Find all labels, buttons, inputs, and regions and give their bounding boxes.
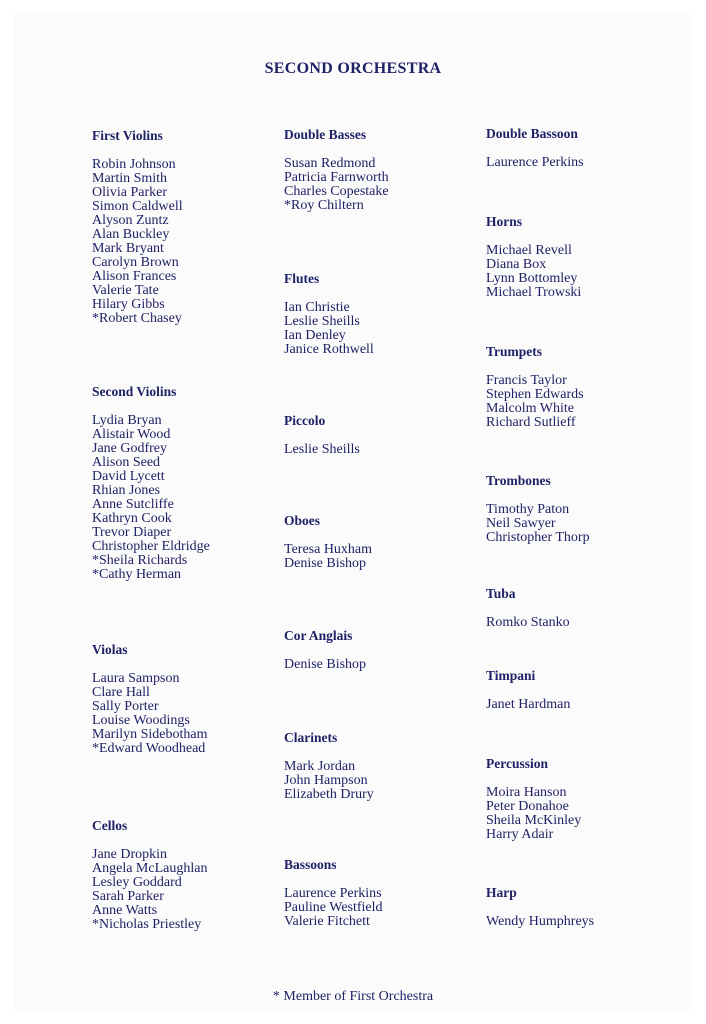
member-name: Olivia Parker <box>92 185 168 200</box>
member-list <box>486 503 590 545</box>
section-flutes <box>284 271 374 357</box>
member-name: Laurence Perkins <box>284 886 382 901</box>
member-name: *Sheila Richards <box>92 553 188 568</box>
member-name: Anne Watts <box>92 903 158 918</box>
page-title: SECOND ORCHESTRA <box>264 60 442 77</box>
member-name: Mark Bryant <box>92 241 164 256</box>
section-heading: Clarinets <box>284 730 338 745</box>
member-name: Patricia Farnworth <box>284 170 389 185</box>
member-name: Timothy Paton <box>486 502 570 517</box>
section-bassoons <box>284 857 383 929</box>
section-heading: Flutes <box>284 271 320 286</box>
section-cor-anglais <box>284 628 366 672</box>
section-heading: Double Bassoon <box>486 126 578 141</box>
member-name: Charles Copestake <box>284 184 389 199</box>
section-piccolo <box>284 413 360 457</box>
member-name: Janet Hardman <box>486 697 571 712</box>
member-name: Lydia Bryan <box>92 413 162 428</box>
member-name: Pauline Westfield <box>284 900 383 915</box>
member-name: Romko Stanko <box>486 615 570 630</box>
member-name: Michael Trowski <box>486 285 582 300</box>
member-name: *Edward Woodhead <box>92 741 206 756</box>
section-heading: Oboes <box>284 513 321 528</box>
member-name: Martin Smith <box>92 171 168 186</box>
member-name: Ian Denley <box>284 328 346 343</box>
member-name: *Robert Chasey <box>92 311 182 326</box>
member-name: Richard Sutlieff <box>486 415 576 430</box>
section-heading: First Violins <box>92 128 163 143</box>
member-name: *Nicholas Priestley <box>92 917 202 932</box>
member-name: Ian Christie <box>284 300 350 315</box>
member-name: Laurence Perkins <box>486 155 584 170</box>
section-first-violins <box>92 128 183 326</box>
section-double-basses <box>284 127 389 213</box>
member-name: Alison Frances <box>92 269 177 284</box>
member-list <box>284 443 360 457</box>
member-name: Carolyn Brown <box>92 255 179 270</box>
member-name: Sarah Parker <box>92 889 164 904</box>
section-heading: Double Basses <box>284 127 367 142</box>
member-name: Lynn Bottomley <box>486 271 578 286</box>
member-name: Susan Redmond <box>284 156 376 171</box>
section-heading: Trombones <box>486 473 551 488</box>
section-heading: Trumpets <box>486 344 542 359</box>
member-list <box>486 616 570 630</box>
member-name: John Hampson <box>284 773 368 788</box>
member-list <box>92 848 207 932</box>
member-name: Janice Rothwell <box>284 342 374 357</box>
section-second-violins <box>92 384 210 582</box>
member-name: Hilary Gibbs <box>92 297 165 312</box>
member-name: Denise Bishop <box>284 657 367 672</box>
member-name: Louise Woodings <box>92 713 190 728</box>
member-list <box>486 156 584 170</box>
member-name: Leslie Sheills <box>284 442 360 457</box>
member-name: Francis Taylor <box>486 373 567 388</box>
member-name: Clare Hall <box>92 685 150 700</box>
section-cellos <box>92 818 207 932</box>
member-list <box>486 698 570 712</box>
member-name: Laura Sampson <box>92 671 180 686</box>
footnote: * Member of First Orchestra <box>272 989 434 1004</box>
member-name: *Roy Chiltern <box>284 198 364 213</box>
section-double-bassoon <box>486 126 584 170</box>
section-oboes <box>284 513 372 571</box>
section-horns <box>486 214 581 300</box>
member-name: Simon Caldwell <box>92 199 183 214</box>
member-list <box>486 374 584 430</box>
member-name: Malcolm White <box>486 401 574 416</box>
member-name: Peter Donahoe <box>486 799 569 814</box>
member-name: Moira Hanson <box>486 785 567 800</box>
member-name: Jane Dropkin <box>92 847 168 862</box>
section-heading: Timpani <box>486 668 536 683</box>
member-name: Jane Godfrey <box>92 441 168 456</box>
member-name: *Cathy Herman <box>92 567 182 582</box>
section-timpani <box>486 668 570 712</box>
member-name: Wendy Humphreys <box>486 914 595 929</box>
member-list <box>486 244 581 300</box>
section-percussion <box>486 756 581 842</box>
member-list <box>284 301 374 357</box>
member-name: Christopher Thorp <box>486 530 590 545</box>
member-name: Teresa Huxham <box>284 542 373 557</box>
section-trombones <box>486 473 590 545</box>
member-name: Robin Johnson <box>92 157 176 172</box>
section-heading: Cellos <box>92 818 128 833</box>
section-heading: Tuba <box>486 586 516 601</box>
member-name: Harry Adair <box>486 827 554 842</box>
member-list <box>92 672 208 756</box>
member-name: Mark Jordan <box>284 759 356 774</box>
member-name: Michael Revell <box>486 243 572 258</box>
member-name: Alan Buckley <box>92 227 170 242</box>
member-name: Denise Bishop <box>284 556 367 571</box>
member-name: Alison Seed <box>92 455 161 470</box>
section-clarinets <box>284 730 374 802</box>
member-name: Trevor Diaper <box>92 525 172 540</box>
section-violas <box>92 642 208 756</box>
member-name: Diana Box <box>486 257 547 272</box>
section-heading: Second Violins <box>92 384 177 399</box>
member-name: Lesley Goddard <box>92 875 182 890</box>
member-list <box>284 543 372 571</box>
member-name: Sheila McKinley <box>486 813 582 828</box>
section-heading: Cor Anglais <box>284 628 353 643</box>
section-heading: Bassoons <box>284 857 337 872</box>
section-harp <box>486 885 594 929</box>
member-list <box>284 887 383 929</box>
member-name: Valerie Fitchett <box>284 914 370 929</box>
member-name: Kathryn Cook <box>92 511 172 526</box>
member-name: Christopher Eldridge <box>92 539 210 554</box>
member-list <box>486 915 594 929</box>
member-list <box>92 414 210 582</box>
member-name: Rhian Jones <box>92 483 161 498</box>
member-name: Leslie Sheills <box>284 314 360 329</box>
member-list <box>486 786 581 842</box>
member-name: Anne Sutcliffe <box>92 497 174 512</box>
member-list <box>284 760 374 802</box>
section-tuba <box>486 586 570 630</box>
section-heading: Piccolo <box>284 413 326 428</box>
member-list <box>284 157 389 213</box>
member-list <box>284 658 366 672</box>
section-heading: Horns <box>486 214 523 229</box>
member-name: Marilyn Sidebotham <box>92 727 208 742</box>
section-heading: Violas <box>92 642 128 657</box>
member-list <box>92 158 183 326</box>
section-heading: Harp <box>486 885 517 900</box>
member-name: Alistair Wood <box>92 427 171 442</box>
member-name: David Lycett <box>92 469 165 484</box>
section-heading: Percussion <box>486 756 549 771</box>
member-name: Elizabeth Drury <box>284 787 374 802</box>
member-name: Angela McLaughlan <box>92 861 208 876</box>
member-name: Valerie Tate <box>92 283 159 298</box>
section-trumpets <box>486 344 584 430</box>
member-name: Stephen Edwards <box>486 387 584 402</box>
member-name: Neil Sawyer <box>486 516 556 531</box>
member-name: Sally Porter <box>92 699 159 714</box>
member-name: Alyson Zuntz <box>92 213 169 228</box>
